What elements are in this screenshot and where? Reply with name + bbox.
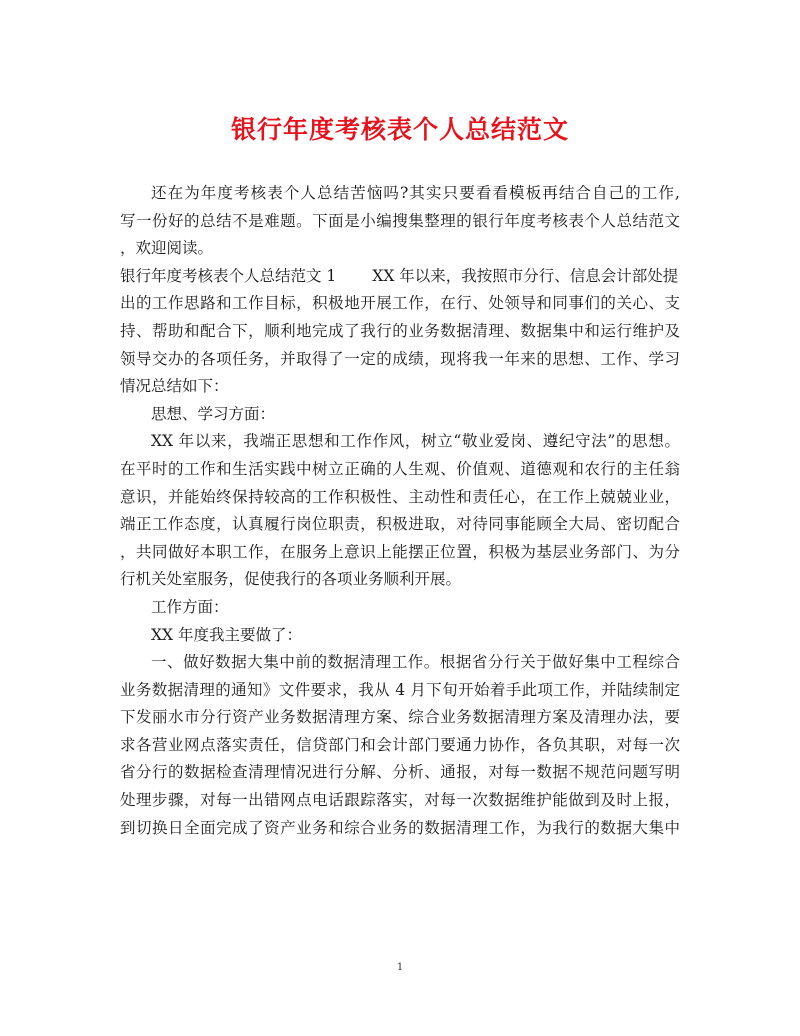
text-line [120, 290, 680, 318]
text-line [120, 704, 680, 732]
text-line [120, 622, 680, 650]
text-line-content: 意识，并能始终保持较高的工作积极性、主动性和责任心，在工作上兢兢业业， [120, 487, 680, 506]
text-line [120, 235, 680, 263]
text-line [120, 373, 680, 401]
text-line-content: 处理步骤，对每一出错网点电话跟踪落实，对每一次数据维护能做到及时上报， [120, 791, 680, 810]
text-line-content: 业务数据清理的通知》文件要求，我从 4 月下旬开始着手此项工作，并陆续制定 [120, 680, 680, 699]
text-line-content: 领导交办的各项任务，并取得了一定的成绩，现将我一年来的思想、工作、学习 [120, 349, 680, 368]
text-line [120, 208, 680, 236]
text-line-content: 行机关处室服务，促使我行的各项业务顺利开展。 [120, 570, 462, 589]
text-line-content: 情况总结如下： [120, 377, 229, 396]
text-line [120, 649, 680, 677]
document-title: 银行年度考核表个人总结范文 [230, 115, 569, 144]
text-line [120, 401, 680, 429]
text-line-content: 到切换日全面完成了资产业务和综合业务的数据清理工作，为我行的数据大集中 [120, 818, 680, 837]
text-line [120, 346, 680, 374]
text-line-content: 思想、学习方面： [151, 404, 276, 423]
text-line-content: XX 年度我主要做了： [151, 625, 302, 644]
text-line [120, 263, 680, 291]
document-body [120, 180, 680, 842]
text-line-content: 下发丽水市分行资产业务数据清理方案、综合业务数据清理方案及清理办法，要 [120, 708, 680, 727]
text-line [120, 539, 680, 567]
text-line [120, 180, 680, 208]
text-line-content: 在平时的工作和生活实践中树立正确的人生观、价值观、道德观和农行的主任翁 [120, 459, 680, 478]
text-line [120, 428, 680, 456]
text-line-content: 银行年度考核表个人总结范文 1 [120, 266, 337, 285]
text-line [120, 594, 680, 622]
text-line-content: 写一份好的总结不是难题。下面是小编搜集整理的银行年度考核表个人总结范文 [120, 211, 680, 230]
text-line [120, 484, 680, 512]
text-line [120, 456, 680, 484]
text-line-content: 一、做好数据大集中前的数据清理工作。根据省分行关于做好集中工程综合 [151, 653, 680, 672]
text-line-content: 持、帮助和配合下，顺利地完成了我行的业务数据清理、数据集中和运行维护及 [120, 321, 680, 340]
text-line-content: 省分行的数据检查清理情况进行分解、分析、通报，对每一数据不规范问题写明 [120, 763, 680, 782]
text-line-content: ，共同做好本职工作，在服务上意识上能摆正位置，积极为基层业务部门、为分 [120, 542, 680, 561]
page-number: 1 [396, 962, 404, 973]
text-line [120, 787, 680, 815]
text-line [120, 566, 680, 594]
text-line-content: 工作方面： [151, 597, 229, 616]
text-line-content: XX 年以来，我端正思想和工作作风，树立“敬业爱岗、遵纪守法”的思想。 [151, 432, 680, 451]
text-line [120, 318, 680, 346]
text-line-content: 还在为年度考核表个人总结苦恼吗?其实只要看看模板再结合自己的工作, [151, 184, 680, 202]
text-line [120, 677, 680, 705]
text-line-content: 出的工作思路和工作目标，积极地开展工作，在行、处领导和同事们的关心、支 [120, 294, 680, 313]
text-line-content: 端正工作态度，认真履行岗位职责，积极进取，对待同事能顾全大局、密切配合 [120, 515, 680, 534]
text-line [120, 759, 680, 787]
text-line [120, 732, 680, 760]
text-line-content: 求各营业网点落实责任，信贷部门和会计部门要通力协作，各负其职，对每一次 [120, 735, 680, 754]
text-line [120, 815, 680, 843]
text-line-tail: XX 年以来，我按照市分行、信息会计部处提 [372, 266, 679, 285]
text-line-content: ，欢迎阅读。 [120, 239, 214, 258]
text-line [120, 511, 680, 539]
